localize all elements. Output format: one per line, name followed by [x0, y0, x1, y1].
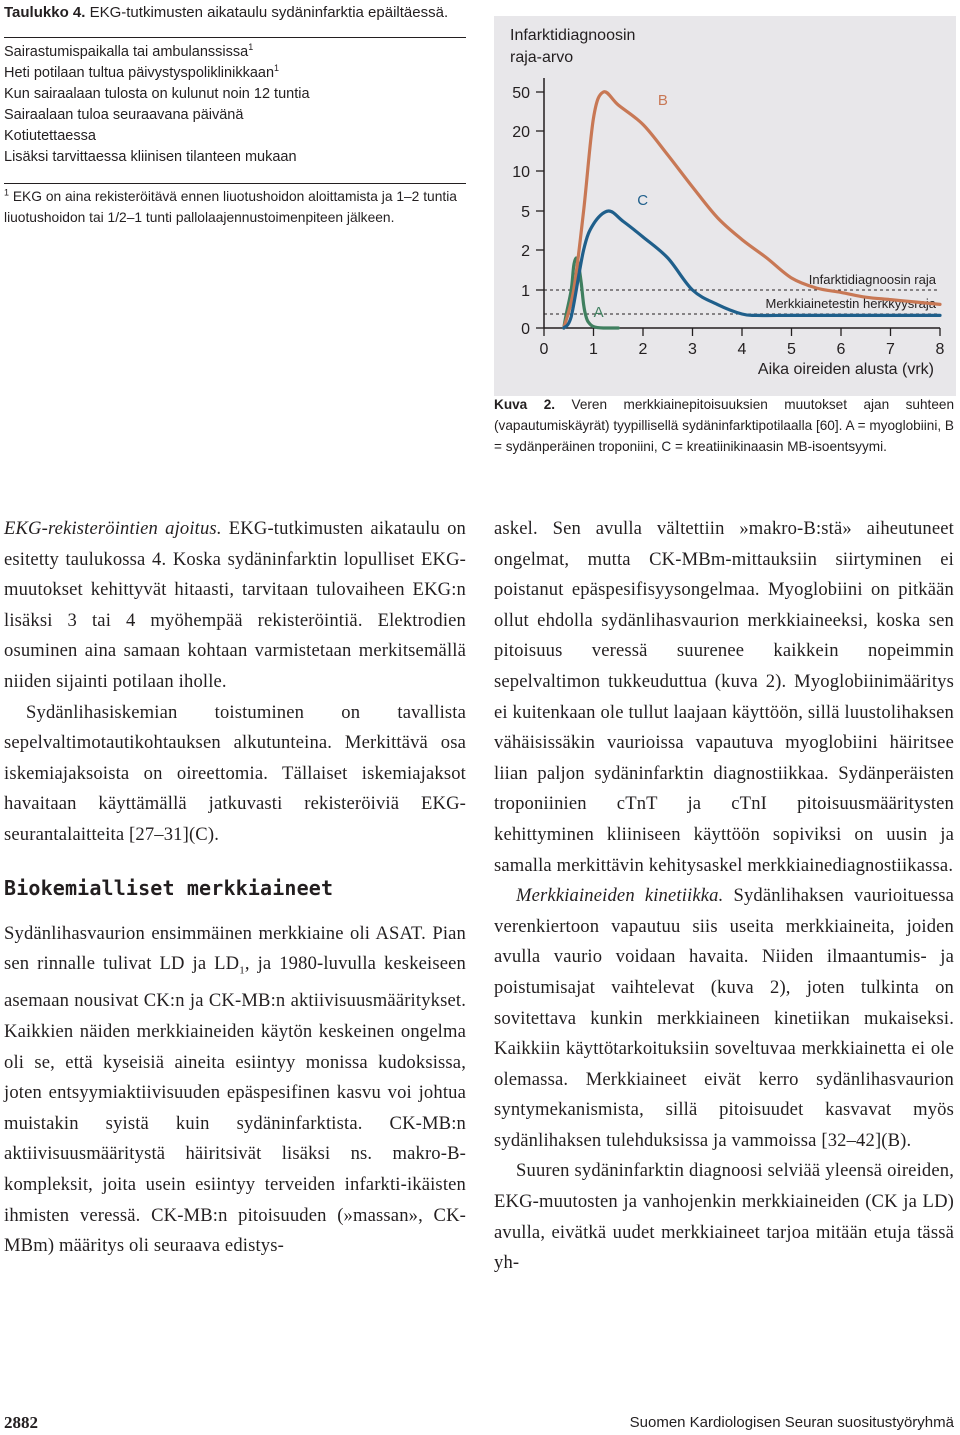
paragraph-title: EKG-rekisteröintien ajoitus.: [4, 518, 222, 539]
chart-ylabel-line1: Infarktidiagnoosin: [510, 27, 636, 44]
y-tick-label: 10: [512, 164, 530, 181]
figure-caption: [494, 395, 954, 457]
x-tick-label: 5: [787, 341, 796, 358]
table-row: Kotiutettaessa: [4, 128, 96, 144]
table-title: [4, 2, 466, 23]
chart-background: [494, 16, 956, 396]
footer-publisher: Suomen Kardiologisen Seuran suositustyöryhmä: [629, 1414, 954, 1431]
figure-2-chart: [494, 16, 956, 396]
x-tick-label: 6: [836, 341, 846, 358]
table-row: Sairastumispaikalla tai ambulanssissa$^1$: [4, 42, 254, 60]
section-heading: Biokemialliset merkkiaineet: [4, 875, 334, 900]
table-row: Sairaalaan tuloa seuraavana päivänä: [4, 107, 244, 123]
figure-caption-label: Kuva 2.: [494, 397, 556, 412]
table-rows: [4, 42, 466, 168]
x-tick-label: 0: [539, 341, 549, 358]
reference-line-label: Merkkiainetestin herkkyysraja: [765, 296, 936, 311]
paragraph: Sydänlihasiskemian toistuminen on tavallista sepelvaltimotautikohtauksen alkutunteina. Merkittävä osa iskemiajaksoista on oireettomia. Tällaiset iskemiajaksot havaitaan käyttämällä jatkuvasti rekisteröiviä EKG-seurantalaitteita [27–31](C).: [4, 701, 466, 845]
reference-line-label: Infarktidiagnoosin raja: [808, 272, 936, 287]
table-footnote: $^1$ EKG on aina rekisteröitävä ennen liuotushoidon aloittamista ja 1–2 tuntia liuotushoidon tai 1/2–1 tunti pallolaajennustoimenpiteen jälkeen.: [4, 187, 457, 225]
y-tick-label: 50: [512, 85, 530, 102]
y-tick-label: 2: [521, 243, 530, 260]
left-column: [4, 514, 466, 1262]
x-tick-label: 2: [638, 341, 648, 358]
right-column: [494, 514, 954, 1279]
table-top-rule: [4, 37, 466, 38]
chart-xlabel: Aika oireiden alusta (vrk): [757, 361, 934, 378]
table-row: Heti potilaan tultua päivystyspoliklinikkaan$^1$: [4, 63, 280, 81]
x-tick-label: 1: [589, 341, 598, 358]
x-tick-label: 7: [886, 341, 895, 358]
table-row: Lisäksi tarvittaessa kliinisen tilanteen mukaan: [4, 149, 297, 165]
figure-caption-text: Veren merkkiainepitoisuuksien muutokset ajan suhteen (vapautumiskäyrät) tyypillisellä sydäninfarktipotilaalla [60]. A = myoglobiini, B = sydänperäinen troponiini, C = kreatiinikinaasin MB-isoentsyymi.: [494, 397, 954, 454]
y-tick-label: 5: [521, 204, 530, 221]
page-number: 2882: [4, 1413, 38, 1432]
paragraph: Suuren sydäninfarktin diagnoosi selviää yleensä oireiden, EKG-muutosten ja vanhojenkin merkkiaineiden (CK ja LD) avulla, eivätkä uudet merkkiaineet tarjoa mitään etuja tässä yh-: [494, 1160, 954, 1274]
x-tick-label: 8: [935, 341, 945, 358]
x-tick-label: 4: [737, 341, 747, 358]
table-row: Kun sairaalaan tulosta on kulunut noin 12 tuntia: [4, 86, 310, 102]
table-4: [4, 0, 466, 229]
x-tick-label: 3: [688, 341, 697, 358]
paragraph-title: Merkkiaineiden kinetiikka.: [516, 885, 724, 907]
table-bottom-rule: [4, 183, 466, 184]
y-tick-label: 0: [521, 321, 530, 338]
paragraph: askel. Sen avulla vältettiin »makro-B:stä» aiheutuneet ongelmat, mutta CK-MBm-mittauksiin siirtyminen ei poistanut epäspesifisyysongelmaa. Myoglobiini on pitkään ollut ehdolla sydänlihasvaurion merkkiaineeksi, koska sen pitoisuus veressä suurenee kaikkein nopeimmin sepelvaltimon tukkeuduttua (kuva 2). Myoglobiinimääritys ei kuitenkaan ole tullut laajaan käyttöön, sillä luustolihaksen vähäisissäkin vaurioissa vapautuva myoglobiini häiritsee liian paljon sydäninfarktin diagnostiikkaa. Sydänperäisten troponiinien cTnT ja cTnI pitoisuusmääritysten kehittyminen kliiniseen käyttöön sopiviksi on uusin ja samalla merkittävin kehitysaskel merkkiainediagnostiikassa.: [494, 518, 954, 876]
paragraph: Sydänlihasvaurion ensimmäinen merkkiaine oli ASAT. Pian sen rinnalle tulivat LD ja $LD_1$, ja 1980-luvulla keskeiseen asemaan nousivat CK:n ja CK-MB:n aktiivisuusmääritykset. Kaikkien näiden merkkiaineiden käytön keskeinen ongelma oli se, että kyseisiä aineita esiintyy monissa kudoksissa, joten entsyymiaktiivisuuden epäspesifinen kasvu voi johtua muistakin syistä kuin sydäninfarktista. CK-MB:n aktiivisuusmääritystä häiritsivät lisäksi ns. makro-B-kompleksit, joita usein esiintyy terveiden infarkti-ikäisten ihmisten veressä. CK-MB:n pitoisuuden (»massan», CK-MBm) määritys oli seuraava edistys-: [4, 922, 466, 1257]
table-label: Taulukko 4.: [4, 4, 86, 21]
y-tick-label: 1: [521, 283, 530, 300]
series-label-b: B: [657, 92, 668, 109]
paragraph: EKG-rekisteröintien ajoitus. EKG-tutkimusten aikataulu on esitetty taulukossa 4. Koska sydäninfarktin lopulliset EKG-muutokset kehittyvät hitaasti, tarvitaan tulovaiheen EKG:n lisäksi 3 tai 4 myöhempää rekisteröintiä. Elektrodien osuminen aina samaan kohtaan varmistetaan merkitsemällä niiden sijainti potilaan iholle.: [4, 518, 466, 692]
series-label-a: A: [593, 303, 604, 321]
paragraph: Merkkiaineiden kinetiikka. Sydänlihaksen vaurioituessa verenkiertoon vapautuu siis useita merkkiaineita, joiden avulla vaurio voidaan havaita. Niiden ilmaantumis- ja poistumisajat vaihtelevat (kuva 2), joten tulkinta on sovitettava kunkin merkkiaineen kinetiikan mukaiseksi. Kaikkiin käyttötarkoituksiin soveltuvaa merkkiainetta ei ole olemassa. Merkkiaineet eivät kerro sydänlihasvaurion syntymekanismista, sillä pitoisuudet kasvavat myös sydänlihaksen tulehduksissa ja vammoissa [32–42](B).: [494, 885, 954, 1151]
series-label-c: C: [637, 192, 649, 209]
table-title-text: EKG-tutkimusten aikataulu sydäninfarktia epäiltäessä.: [89, 4, 449, 21]
y-tick-label: 20: [512, 124, 530, 141]
chart-ylabel-line2: raja-arvo: [510, 49, 574, 66]
